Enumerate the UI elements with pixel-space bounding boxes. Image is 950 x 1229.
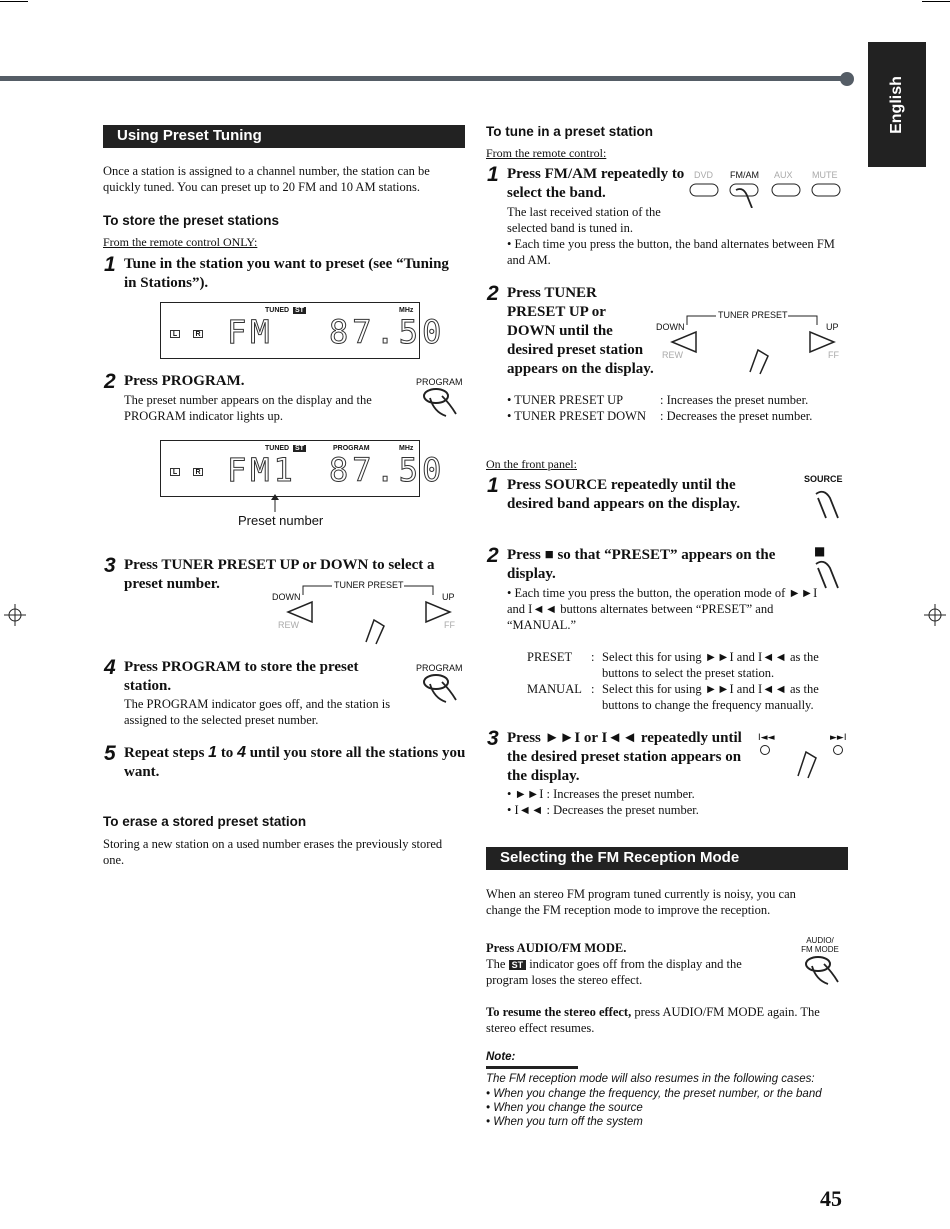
preset-mode-colon: : [591, 650, 595, 664]
r-step-2 [487, 282, 655, 379]
preset-mode-key: PRESET [527, 650, 573, 664]
step-5 [104, 742, 469, 782]
frequency-readout: 87.50 [329, 313, 446, 351]
section-heading-preset-tuning: Using Preset Tuning [103, 125, 465, 148]
step-number: 5 [104, 742, 116, 765]
finger-press-icon [420, 386, 460, 418]
r-step-1 [487, 163, 687, 203]
remote-buttons-icon [688, 182, 848, 208]
audio-desc-text: indicator goes off from the display and the program loses the stereo effect. [486, 957, 742, 987]
resume-text [486, 1004, 826, 1036]
step-ref: 4 [237, 744, 246, 761]
program-indicator: PROGRAM [333, 445, 370, 452]
mute-label: MUTE [812, 170, 838, 180]
step-number: 1 [487, 474, 499, 497]
step-text: to [220, 745, 234, 761]
finger-press-icon [362, 616, 388, 646]
frequency-readout: 87.50 [329, 451, 446, 489]
program-button-label: PROGRAM [416, 377, 463, 387]
note-rule [486, 1066, 578, 1069]
r-step-2-bullet-up-val: : Increases the preset number. [660, 393, 809, 407]
dvd-label: DVD [694, 170, 714, 180]
press-audio-fm-mode: Press AUDIO/FM MODE. [486, 941, 627, 955]
mhz-indicator: MHz [399, 307, 414, 314]
display-panel-2 [160, 440, 446, 497]
source-button-label: SOURCE [804, 474, 843, 484]
crop-mark [922, 1, 950, 2]
down-label: DOWN [656, 322, 685, 332]
audio-desc-text: The [486, 957, 506, 971]
step-4 [104, 656, 394, 696]
arrow-up-icon [270, 494, 280, 512]
remote-source: From the remote control: [486, 146, 607, 160]
step-4-desc: The PROGRAM indicator goes off, and the station is assigned to the selected preset number. [124, 697, 391, 727]
step-number: 2 [104, 370, 116, 393]
step-number: 1 [487, 163, 499, 186]
r-step-2-bullet-up-key: • TUNER PRESET UP [507, 393, 624, 407]
store-source: From the remote control ONLY: [103, 235, 258, 249]
language-tab [868, 42, 926, 167]
r-indicator: R [193, 468, 203, 476]
bracket-line [302, 585, 434, 595]
tuner-preset-title: TUNER PRESET [718, 310, 788, 320]
preset-mode-desc: Select this for using ►►I and I◄◄ as the buttons to select the preset station. [602, 650, 819, 680]
down-label: DOWN [272, 592, 301, 602]
finger-press-icon [746, 346, 772, 376]
finger-press-icon [794, 748, 822, 780]
page-number: 45 [820, 1186, 842, 1211]
step-text: Press FM/AM repeatedly to select the band. [507, 166, 685, 201]
step-text: Press SOURCE repeatedly until the desired band appears on the display. [507, 477, 741, 512]
prev-button-label: I◄◄ [758, 733, 775, 743]
program-button-label: PROGRAM [416, 663, 463, 673]
language-tab-label: English [888, 75, 905, 134]
manual-mode-key: MANUAL [527, 682, 582, 696]
f-step-3-bullet-next: • ►►I : Increases the preset number. [507, 787, 695, 801]
step-number: 3 [487, 727, 499, 750]
registration-mark-icon [4, 604, 26, 626]
note-line: The FM reception mode will also resumes in the following cases: [486, 1073, 815, 1085]
step-2 [104, 370, 245, 393]
step-number: 2 [487, 544, 499, 567]
audio-desc [486, 956, 776, 988]
f-step-2 [487, 544, 807, 584]
step-number: 4 [104, 656, 116, 679]
band-readout: FM1 [227, 451, 297, 489]
up-label: UP [442, 592, 455, 602]
f-step-3-bullet-prev: • I◄◄ : Decreases the preset number. [507, 803, 699, 817]
tuner-preset-title: TUNER PRESET [334, 580, 404, 590]
ff-label: FF [828, 350, 839, 360]
store-title: To store the preset stations [103, 213, 280, 228]
bracket-line [686, 315, 818, 325]
band-readout: FM [227, 313, 274, 351]
note-line: • When you change the source [486, 1102, 643, 1114]
step-text: Tune in the station you want to preset (see “Tuning in Stations”). [124, 256, 449, 291]
note-title: Note: [486, 1051, 516, 1063]
tuned-indicator: TUNED [265, 445, 290, 452]
rew-label: REW [278, 620, 299, 630]
step-2-desc: The preset number appears on the display and the PROGRAM indicator lights up. [124, 393, 372, 423]
step-text: Press PROGRAM. [124, 373, 245, 389]
section-heading-fm-mode: Selecting the FM Reception Mode [486, 847, 848, 870]
step-number: 3 [104, 554, 116, 577]
mhz-indicator: MHz [399, 445, 414, 452]
rew-label: REW [662, 350, 683, 360]
l-indicator: L [170, 330, 180, 338]
r-step-2-bullet-down-val: : Decreases the preset number. [660, 409, 813, 423]
note-line: • When you change the frequency, the preset number, or the band [486, 1088, 822, 1100]
erase-text: Storing a new station on a used number erases the previously stored one. [103, 837, 443, 867]
display-panel-1 [160, 302, 446, 359]
crop-mark [0, 1, 28, 2]
finger-press-icon [802, 954, 842, 986]
step-text: Press TUNER PRESET UP or DOWN to select a preset number. [124, 557, 435, 592]
tune-title: To tune in a preset station [486, 124, 654, 139]
f-step-2-bullet: • Each time you press the button, the operation mode of ►►I and I◄◄ buttons alternates between “PRESET” and “MANUAL.” [507, 586, 818, 632]
fm-am-label: FM/AM [730, 170, 759, 180]
resume-bold: To resume the stereo effect, [486, 1005, 632, 1019]
st-indicator: ST [295, 445, 304, 452]
front-source: On the front panel: [486, 457, 577, 471]
manual-mode-desc: Select this for using ►►I and I◄◄ as the buttons to change the frequency manually. [602, 682, 819, 712]
note-line: • When you turn off the system [486, 1116, 643, 1128]
header-rule [0, 76, 845, 81]
finger-press-icon [812, 488, 842, 522]
step-text: Press ►►I or I◄◄ repeatedly until the desired preset station appears on the display. [507, 730, 742, 784]
intro-text: Once a station is assigned to a channel number, the station can be quickly tuned. You can preset up to 20 FM and 10 AM stations. [103, 164, 430, 194]
stop-button-label: ■ [814, 544, 826, 558]
r-indicator: R [193, 330, 203, 338]
next-button-label: ►►I [830, 733, 847, 743]
finger-press-icon [420, 672, 460, 704]
tuned-indicator: TUNED [265, 307, 290, 314]
header-rule-dot [840, 72, 854, 86]
tuner-preset-diagram [656, 310, 842, 380]
step-text: Press TUNER PRESET UP or DOWN until the desired preset station appears on the display. [507, 285, 654, 377]
up-label: UP [826, 322, 839, 332]
preset-number-caption: Preset number [238, 513, 324, 528]
r-step-1-desc: The last received station of the selected band is tuned in. [507, 205, 661, 235]
fm-intro: When an stereo FM program tuned currently is noisy, you can change the FM reception mode to improve the reception. [486, 887, 796, 917]
f-step-3 [487, 727, 747, 786]
step-text: Press ■ so that “PRESET” appears on the display. [507, 547, 776, 582]
st-indicator: ST [295, 307, 304, 314]
remote-button-row [688, 168, 848, 208]
resume-body: press AUDIO/FM MODE again. The stereo effect resumes. [486, 1005, 820, 1035]
step-number: 1 [104, 253, 116, 276]
audio-fm-mode-label: AUDIO/ FM MODE [801, 936, 839, 954]
prev-button-icon [759, 744, 771, 756]
next-button-icon [832, 744, 844, 756]
step-1 [104, 253, 454, 293]
aux-label: AUX [774, 170, 793, 180]
step-number: 2 [487, 282, 499, 305]
r-step-2-bullet-down-key: • TUNER PRESET DOWN [507, 409, 646, 423]
r-step-1-bullet: • Each time you press the button, the band alternates between FM and AM. [507, 237, 835, 267]
step-ref: 1 [208, 744, 218, 761]
erase-title: To erase a stored preset station [103, 814, 307, 829]
ff-label: FF [444, 620, 455, 630]
st-indicator: ST [509, 960, 527, 970]
tuner-preset-diagram [272, 580, 458, 650]
step-text: Press PROGRAM to store the preset station. [124, 659, 359, 694]
step-text: until you store all the stations you want. [124, 745, 466, 780]
step-text: Repeat steps [124, 745, 205, 761]
l-indicator: L [170, 468, 180, 476]
manual-mode-colon: : [591, 682, 595, 696]
f-step-1 [487, 474, 777, 514]
registration-mark-icon [924, 604, 946, 626]
